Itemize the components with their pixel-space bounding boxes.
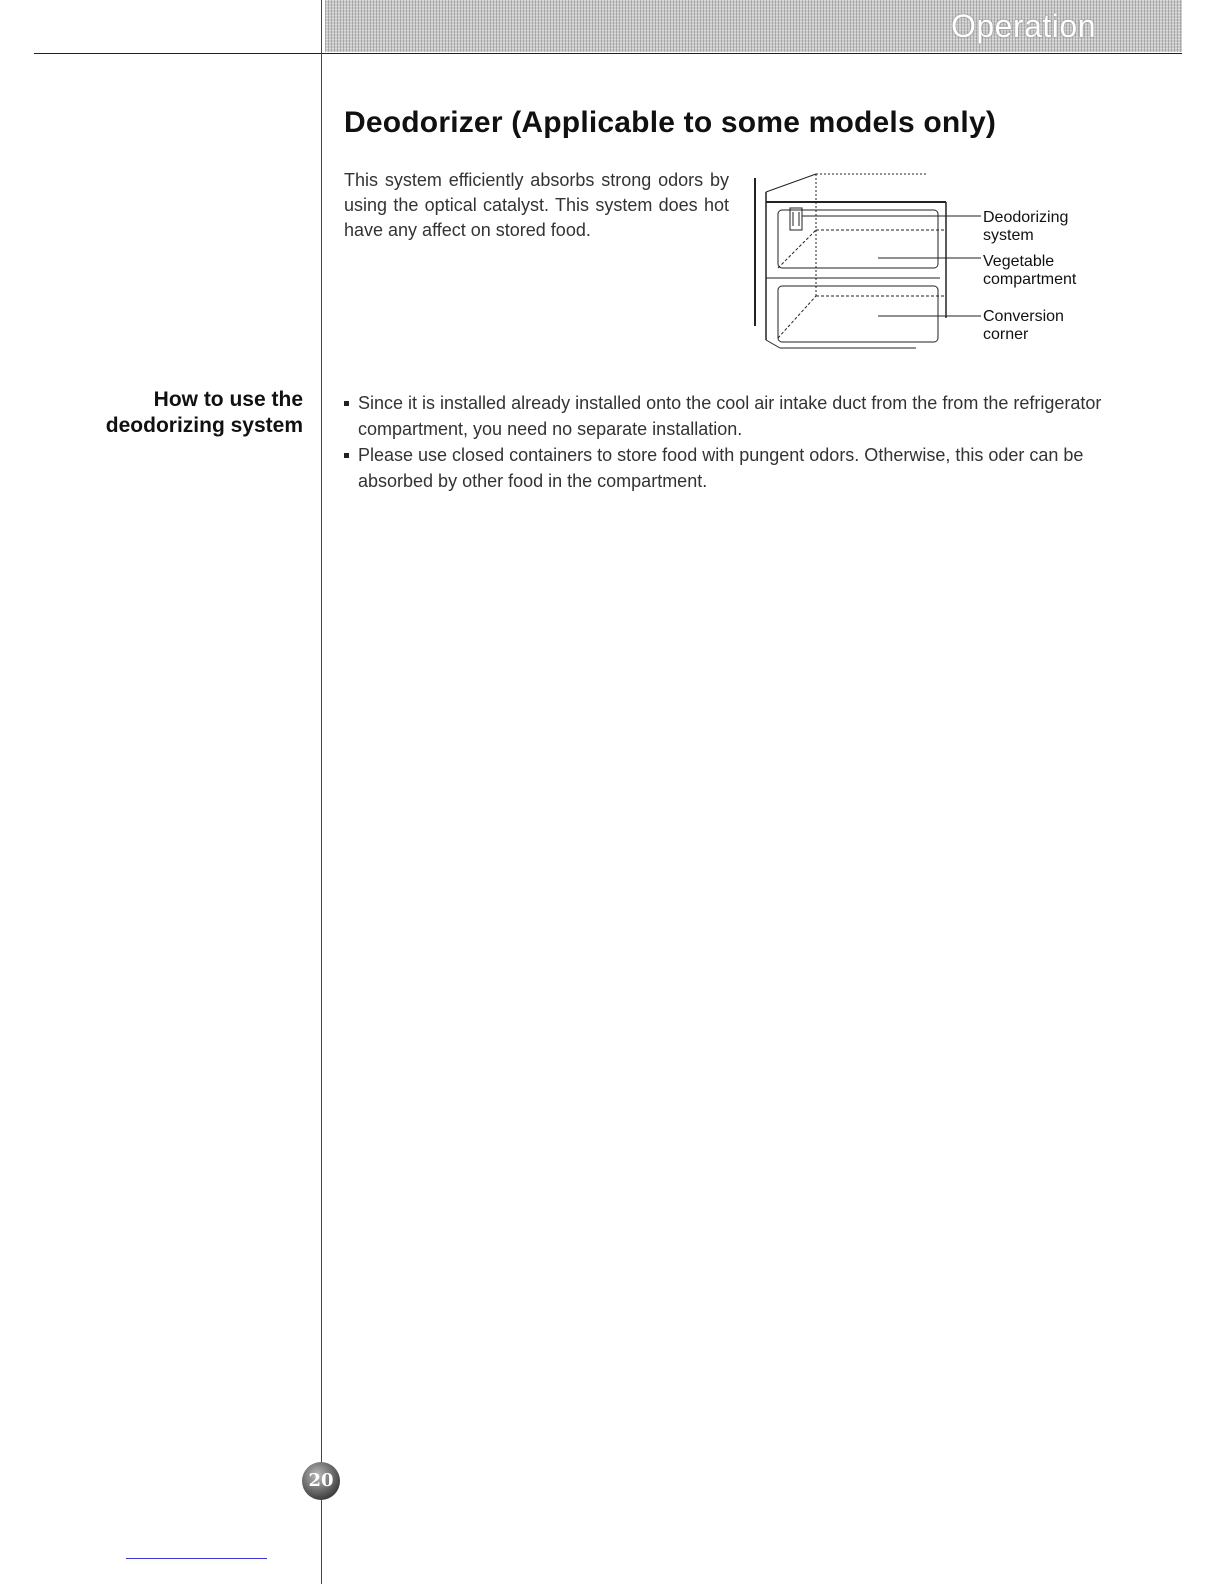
callout-deodorizing-system: Deodorizing system — [983, 209, 1069, 244]
how-to-list — [344, 390, 1104, 494]
bullet-icon — [344, 453, 349, 458]
list-item — [344, 442, 1104, 494]
header-banner — [325, 0, 1182, 52]
column-divider — [321, 0, 322, 1584]
callout-conversion-corner: Conversion corner — [983, 308, 1064, 343]
page-number: 20 — [302, 1462, 340, 1500]
list-item-text: Please use closed containers to store food with pungent odors. Otherwise, this oder can be absorbed by other food in the compartment. — [358, 445, 1084, 491]
list-item — [344, 390, 1104, 442]
page-title: Deodorizer (Applicable to some models only) — [344, 106, 997, 139]
footer-link-underline[interactable] — [126, 1558, 267, 1559]
callout-vegetable-compartment: Vegetable compartment — [983, 253, 1077, 288]
section-title: Operation — [950, 8, 1096, 44]
how-to-heading: How to use the deodorizing system — [105, 388, 303, 437]
deodorizer-diagram — [750, 168, 1110, 360]
intro-paragraph: This system efficiently absorbs strong odors by using the optical catalyst. This system does hot have any affect on stored food. — [344, 170, 729, 240]
list-item-text: Since it is installed already installed onto the cool air intake duct from the from the refrigerator compartment, you need no separate installation. — [358, 393, 1102, 439]
bullet-icon — [344, 401, 349, 406]
header-divider — [34, 53, 1182, 54]
